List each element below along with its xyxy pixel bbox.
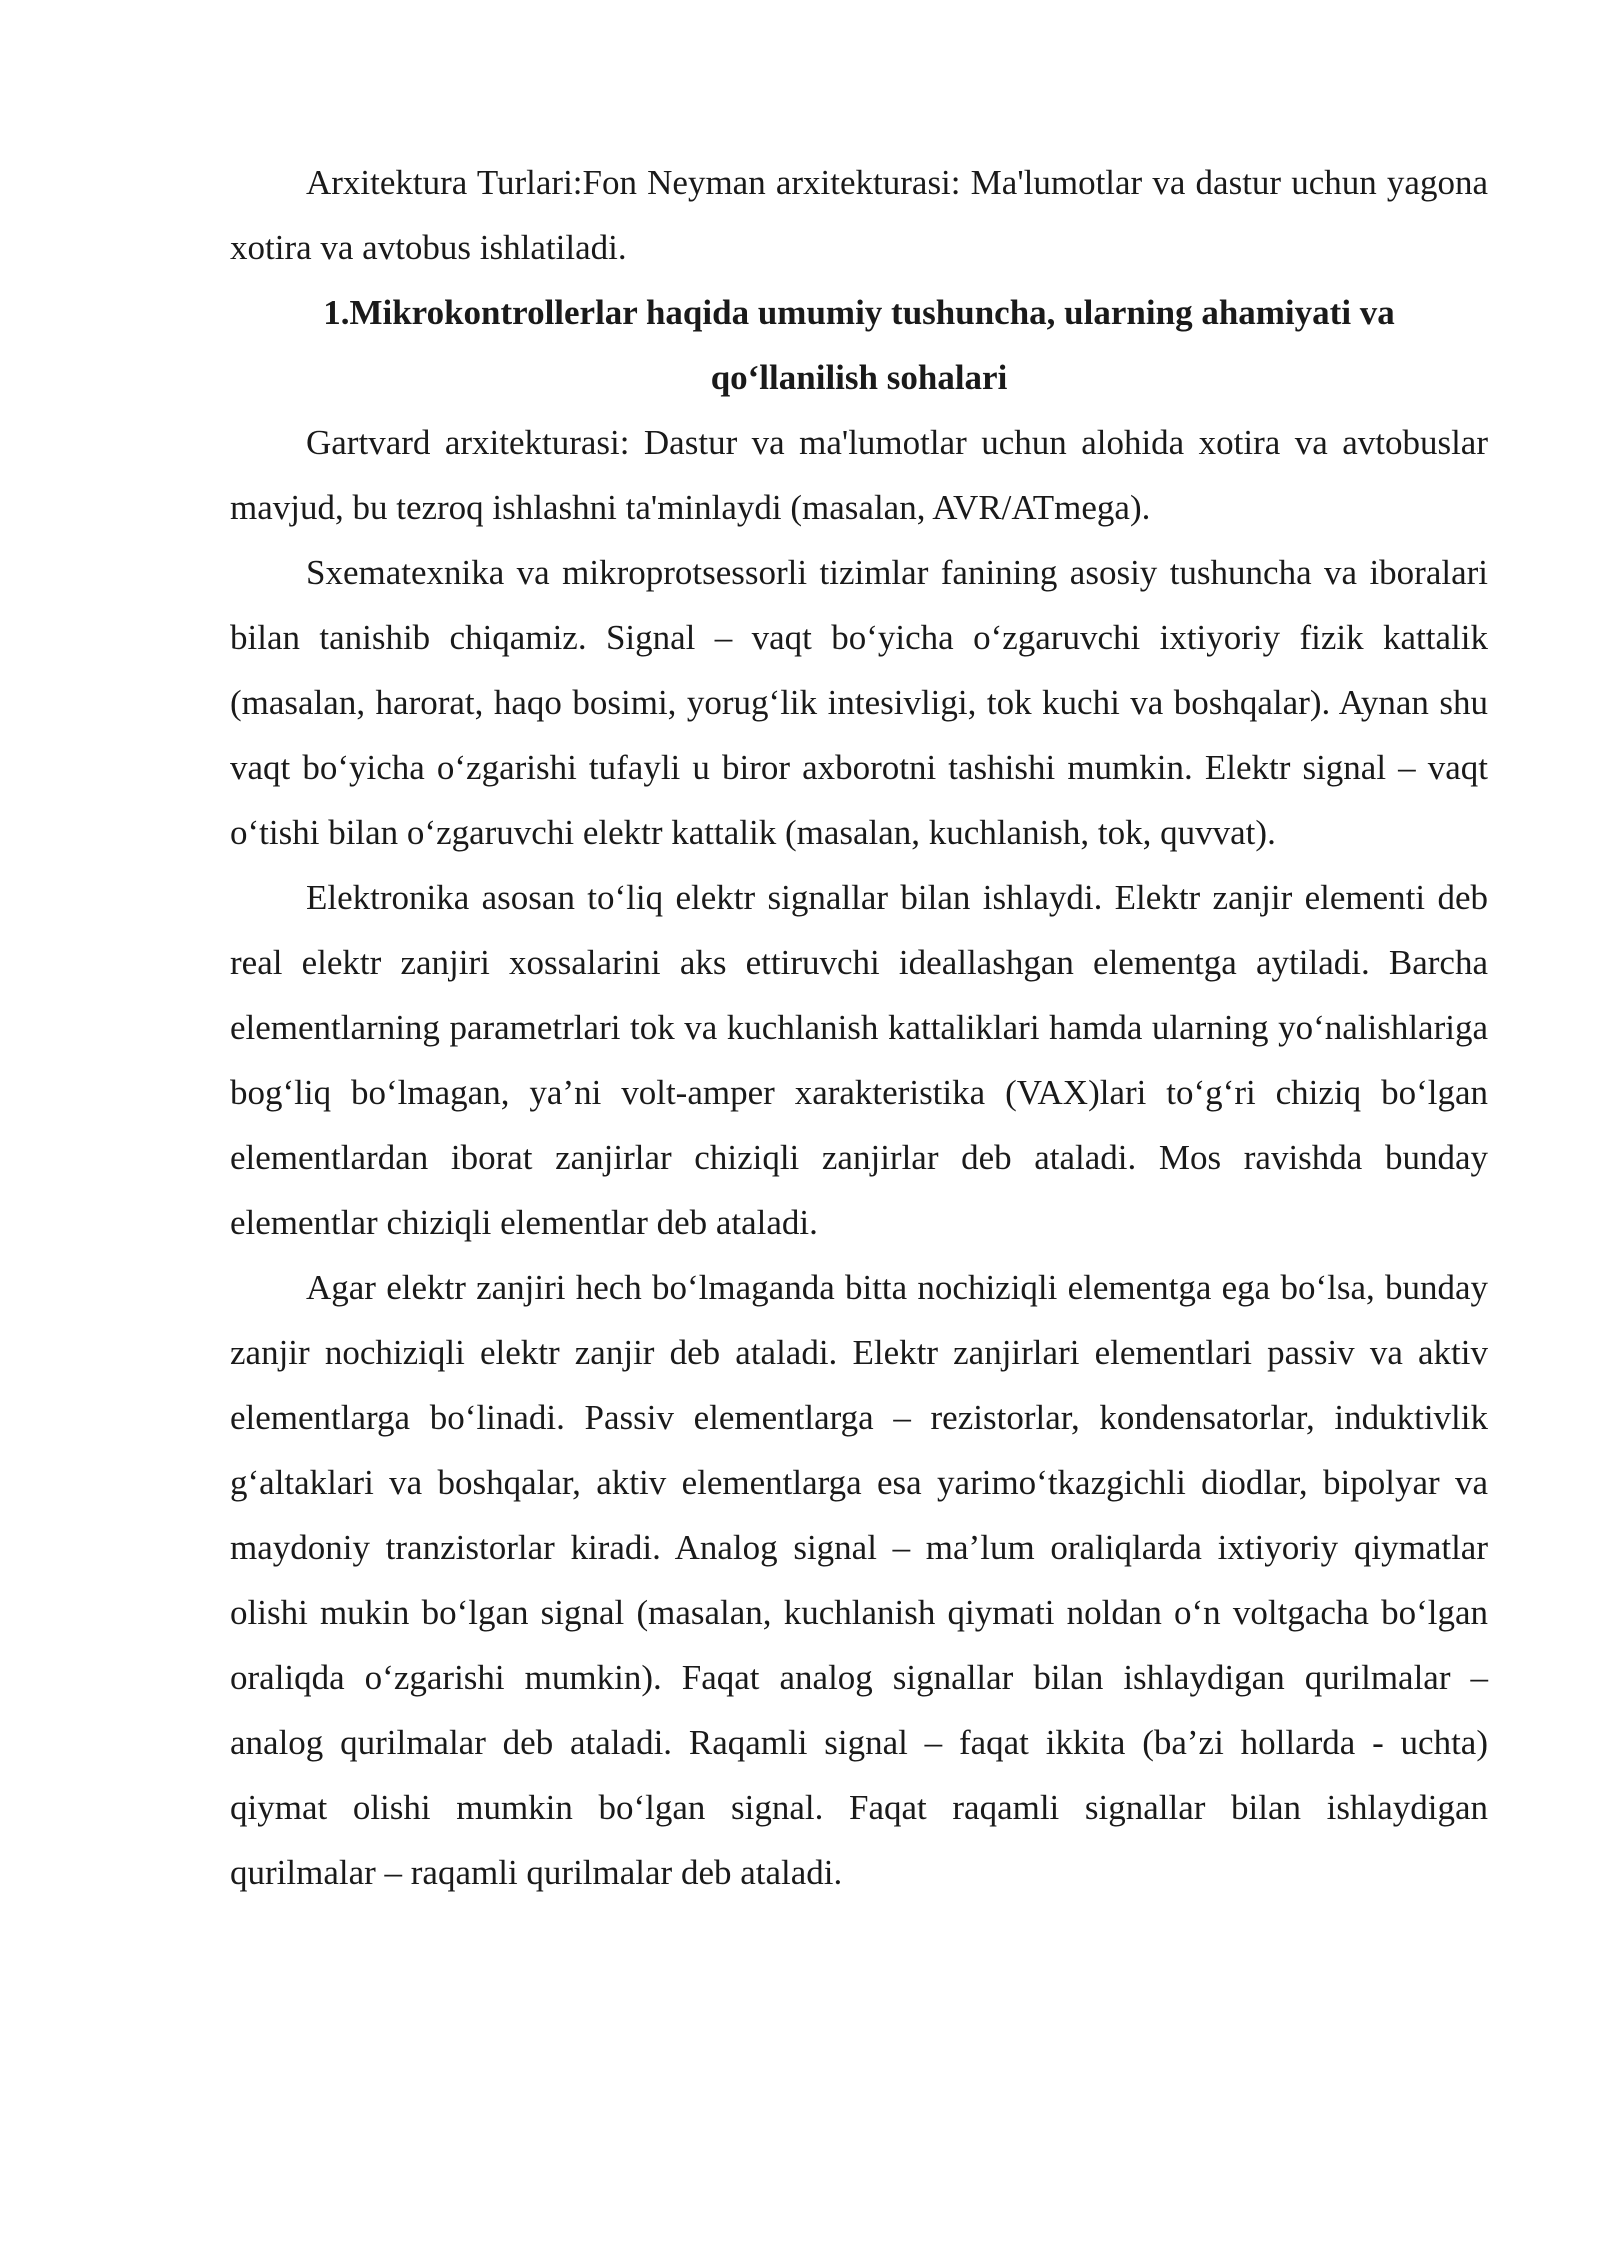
document-body: [230, 150, 1488, 1905]
paragraph-electronics-linear-circuits: Elektronika asosan to‘liq elektr signallar bilan ishlaydi. Elektr zanjir elementi deb real elektr zanjiri xossalarini aks ettiruvchi ideallashgan elementga aytiladi. Barcha elementlarning parametrlari tok va kuchlanish kattaliklari hamda ularning yo‘nalishlariga bog‘liq bo‘lmagan, ya’ni volt-amper xarakteristika (VAX)lari to‘g‘ri chiziq bo‘lgan elementlardan iborat zanjirlar chiziqli zanjirlar deb ataladi. Mos ravishda bunday elementlar chiziqli elementlar deb ataladi.: [230, 878, 1488, 1242]
paragraph-architecture-types: Arxitektura Turlari:Fon Neyman arxitekturasi: Ma'lumotlar va dastur uchun yagona xotira va avtobus ishlatiladi.: [230, 163, 1488, 267]
paragraph-nonlinear-analog-digital: Agar elektr zanjiri hech bo‘lmaganda bitta nochiziqli elementga ega bo‘lsa, bunday zanjir nochiziqli elektr zanjir deb ataladi. Elektr zanjirlari elementlari passiv va aktiv elementlarga bo‘linadi. Passiv elementlarga – rezistorlar, kondensatorlar, induktivlik g‘altaklari va boshqalar, aktiv elementlarga esa yarimo‘tkazgichli diodlar, bipolyar va maydoniy tranzistorlar kiradi. Analog signal – ma’lum oraliqlarda ixtiyoriy qiymatlar olishi mukin bo‘lgan signal (masalan, kuchlanish qiymati noldan o‘n voltgacha bo‘lgan oraliqda o‘zgarishi mumkin). Faqat analog signallar bilan ishlaydigan qurilmalar – analog qurilmalar deb ataladi. Raqamli signal – faqat ikkita (ba’zi hollarda - uchta) qiymat olishi mumkin bo‘lgan signal. Faqat raqamli signallar bilan ishlaydigan qurilmalar – raqamli qurilmalar deb ataladi.: [230, 1268, 1488, 1892]
paragraph-signal-definition: Sxematexnika va mikroprotsessorli tizimlar fanining asosiy tushuncha va iboralari bilan tanishib chiqamiz. Signal – vaqt bo‘yicha o‘zgaruvchi ixtiyoriy fizik kattalik (masalan, harorat, haqo bosimi, yorug‘lik intesivligi, tok kuchi va boshqalar). Aynan shu vaqt bo‘yicha o‘zgarishi tufayli u biror axborotni tashishi mumkin. Elektr signal – vaqt o‘tishi bilan o‘zgaruvchi elektr kattalik (masalan, kuchlanish, tok, quvvat).: [230, 553, 1488, 852]
paragraph-harvard-architecture: Gartvard arxitekturasi: Dastur va ma'lumotlar uchun alohida xotira va avtobuslar mavjud, bu tezroq ishlashni ta'minlaydi (masalan, AVR/ATmega).: [230, 423, 1488, 527]
section-heading: 1.Mikrokontrollerlar haqida umumiy tushuncha, ularning ahamiyati va qo‘llanilish sohalari: [323, 293, 1395, 397]
